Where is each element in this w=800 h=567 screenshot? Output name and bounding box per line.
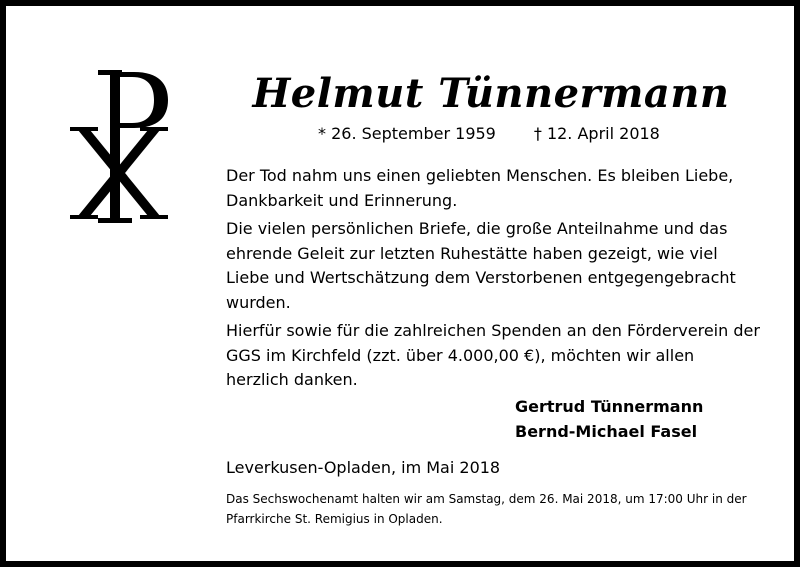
paragraph: Hierfür sowie für die zahlreichen Spenden an den Förderverein der GGS im Kirchfeld (zzt. über 4.000,00 €), möchten wir allen herzlich danken. [226, 321, 760, 389]
service-notice: Das Sechswochenamt halten wir am Samstag, dem 26. Mai 2018, um 17:00 Uhr in der Pfarrkirche St. Remigius in Opladen. [226, 492, 747, 526]
life-dates [318, 123, 660, 145]
chi-rho-icon [64, 64, 174, 229]
signer-name: Bernd-Michael Fasel [515, 422, 698, 441]
death-date: † 12. April 2018 [533, 124, 660, 143]
birth-date: * 26. September 1959 [318, 124, 496, 143]
place-date: Leverkusen-Opladen, im Mai 2018 [226, 458, 501, 477]
paragraph: Der Tod nahm uns einen geliebten Menschen. Es bleiben Liebe, Dankbarkeit und Erinnerung. [226, 166, 734, 210]
message-body [226, 164, 761, 397]
deceased-name: Helmut Tünnermann [252, 70, 730, 117]
paragraph: Die vielen persönlichen Briefe, die große Anteilnahme und das ehrende Geleit zur letzten Ruhestätte haben gezeigt, wie viel Liebe und Wertschätzung dem Verstorbenen entgegengebracht wurden. [226, 219, 736, 312]
signers [515, 394, 703, 444]
signer-name: Gertrud Tünnermann [515, 397, 704, 416]
